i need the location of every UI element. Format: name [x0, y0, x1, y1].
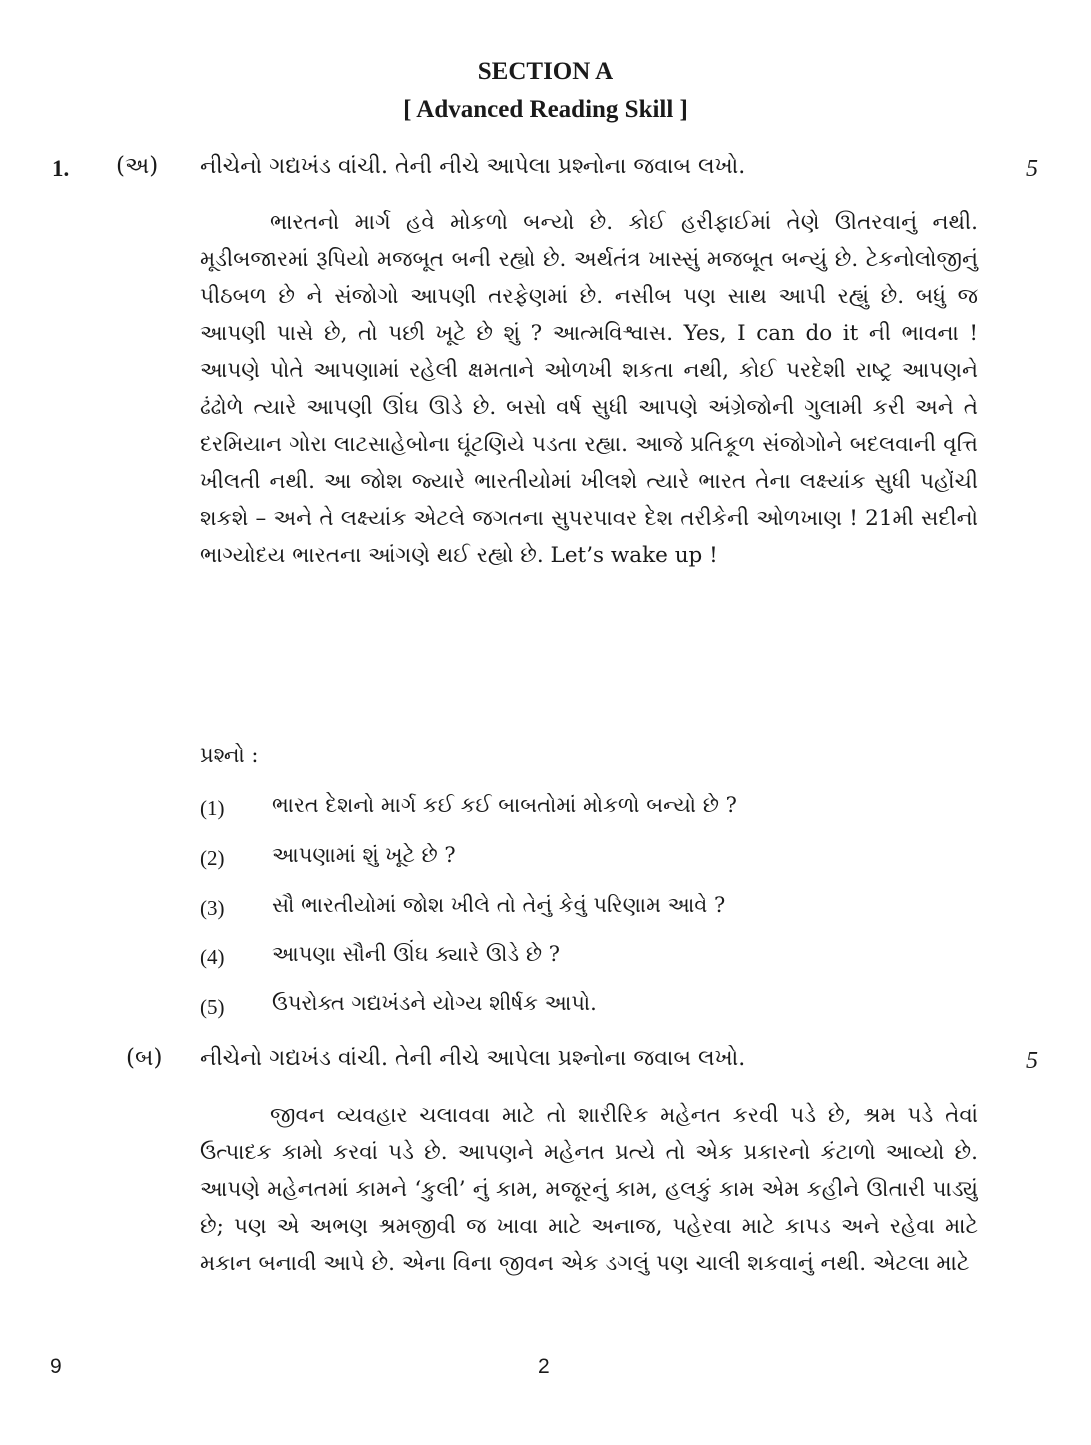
part-b-instruction: નીચેનો ગદ્યખંડ વાંચી. તેની નીચે આપેલા પ્રશ્નોના જવાબ લખો. — [200, 1046, 746, 1071]
part-a-instruction: નીચેનો ગદ્યખંડ વાંચી. તેની નીચે આપેલા પ્રશ્નોના જવાબ લખો. — [200, 154, 746, 179]
sub-question-text: સૌ ભારતીયોમાં જોશ ખીલે તો તેનું કેવું પરિણામ આવે ? — [272, 893, 726, 917]
sub-question-text: ઉપરોક્ત ગદ્યખંડને યોગ્ય શીર્ષક આપો. — [272, 991, 597, 1015]
sub-question-number: (4) — [200, 945, 225, 969]
sub-question-text: આપણા સૌની ઊંઘ ક્યારે ઊડે છે ? — [272, 942, 560, 966]
part-a-label: (અ) — [116, 153, 159, 179]
question-number: 1. — [52, 156, 70, 181]
part-b-passage-text: જીવન વ્યવહાર ચલાવવા માટે તો શારીરિક મહેનત કરવી પડે છે, શ્રમ પડે તેવાં ઉત્પાદક કામો કરવાં પડે છે. આપણને મહેનત પ્રત્યે તો એક પ્રકારનો કંટાળો આવ્યો છે. આપણે મહેનતમાં કામને ‘કુલી’ નું કામ, મજૂરનું કામ, હલકું કામ એમ કહીને ઊતારી પાડ્યું છે; પણ એ અભણ શ્રમજીવી જ ખાવા માટે અનાજ, પહેરવા માટે કાપડ અને રહેવા માટે મકાન બનાવી આપે છે. એના વિના જીવન એક ડગલું પણ ચાલી શકવાનું નથી. એટલા માટે — [200, 1103, 978, 1276]
sub-question-text: ભારત દેશનો માર્ગ કઈ કઈ બાબતોમાં મોકળો બન્યો છે ? — [272, 793, 737, 817]
sub-question-number: (3) — [200, 896, 225, 920]
questions-label: પ્રશ્નો : — [200, 743, 259, 767]
page-number: 2 — [538, 1355, 550, 1378]
part-b-marks: 5 — [1026, 1048, 1038, 1074]
part-a-passage — [200, 204, 978, 574]
sub-question-number: (2) — [200, 846, 225, 870]
part-b-label: (બ) — [126, 1045, 163, 1071]
sub-question-number: (1) — [200, 796, 225, 820]
section-subtitle: [ Advanced Reading Skill ] — [403, 96, 688, 123]
sub-question-text: આપણામાં શું ખૂટે છે ? — [272, 843, 456, 867]
sub-question-number: (5) — [200, 995, 225, 1019]
part-a-passage-text: ભારતનો માર્ગ હવે મોકળો બન્યો છે. કોઈ હરીફાઈમાં તેણે ઊતરવાનું નથી. મૂડીબજારમાં રૂપિયો મજબૂત બની રહ્યો છે. અર્થતંત્ર ખાસ્સું મજબૂત બન્યું છે. ટેકનોલોજીનું પીઠબળ છે ને સંજોગો આપણી તરફેણમાં છે. નસીબ પણ સાથ આપી રહ્યું છે. બધું જ આપણી પાસે છે, તો પછી ખૂટે છે શું ? આત્મવિશ્વાસ. Yes, I can do it ની ભાવના ! આપણે પોતે આપણામાં રહેલી ક્ષમતાને ઓળખી શકતા નથી, કોઈ પરદેશી રાષ્ટ્ર આપણને ઢંઢોળે ત્યારે આપણી ઊંઘ ઊડે છે. બસો વર્ષ સુધી આપણે અંગ્રેજોની ગુલામી કરી અને તે દરમિયાન ગોરા લાટસાહેબોના ઘૂંટણિયે પડતા રહ્યા. આજે પ્રતિકૂળ સંજોગોને બદલવાની વૃત્તિ ખીલતી નથી. આ જોશ જ્યારે ભારતીયોમાં ખીલશે ત્યારે ભારત તેના લક્ષ્યાંક સુધી પહોંચી શકશે – અને તે લક્ષ્યાંક એટલે જગતના સુપરપાવર દેશ તરીકેની ઓળખાણ ! 21મી સદીનો ભાગ્યોદય ભારતના આંગણે થઈ રહ્યો છે. Let’s wake up ! — [200, 210, 978, 568]
section-title: SECTION A — [477, 58, 614, 85]
part-b-passage — [200, 1097, 978, 1282]
footer-code: 9 — [50, 1355, 62, 1378]
part-a-marks: 5 — [1026, 156, 1038, 182]
